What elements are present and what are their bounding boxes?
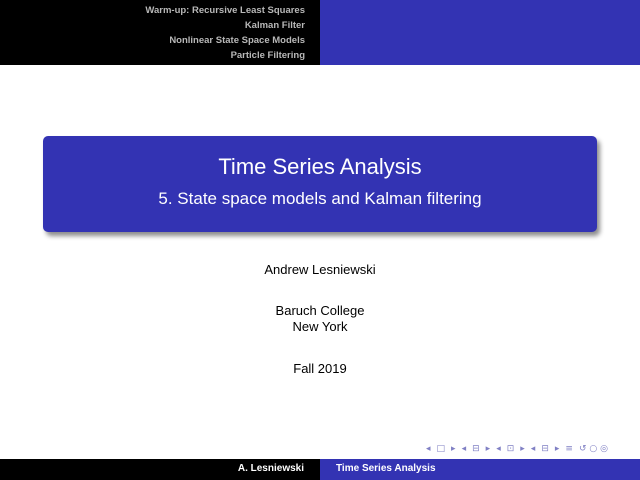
presentation-date: Fall 2019: [293, 361, 347, 376]
footline-bar: [0, 459, 640, 480]
nav-section-next-icon[interactable]: ▸: [520, 444, 525, 454]
nav-section-nonlinear[interactable]: Nonlinear State Space Models: [169, 35, 305, 46]
section-nav-panel: [0, 0, 320, 65]
nav-section-icon[interactable]: ⊡: [506, 444, 515, 454]
footer-title: Time Series Analysis: [336, 463, 436, 474]
nav-subsection-prev-icon[interactable]: ◂: [461, 444, 467, 454]
nav-frame-next-icon[interactable]: ▸: [451, 444, 456, 454]
beamer-nav-controls: [426, 443, 636, 455]
nav-section-kalman[interactable]: Kalman Filter: [244, 20, 305, 31]
nav-section-rls[interactable]: Warm-up: Recursive Least Squares: [145, 5, 305, 16]
title-block: [43, 136, 597, 232]
institution-line-2: New York: [292, 319, 348, 334]
nav-search-icon[interactable]: ↺ ○ ◎: [578, 444, 608, 454]
nav-frame-prev-icon[interactable]: □: [436, 444, 446, 454]
author-name: Andrew Lesniewski: [264, 262, 376, 277]
headline-bar: [0, 0, 640, 65]
institution-line-1: Baruch College: [275, 303, 365, 318]
footline-title-panel: [320, 459, 640, 480]
nav-subsection-icon[interactable]: ⊟: [472, 444, 480, 454]
footline-author-panel: [0, 459, 320, 480]
nav-section-particle[interactable]: Particle Filtering: [230, 50, 305, 61]
nav-equiv-icon[interactable]: ≡: [565, 444, 573, 454]
nav-doc-next-icon[interactable]: ▸: [554, 444, 560, 454]
nav-section-prev-icon[interactable]: ◂: [496, 444, 501, 454]
section-nav-list: [145, 3, 305, 63]
nav-subsection-next-icon[interactable]: ▸: [485, 444, 491, 454]
presentation-title: Time Series Analysis: [218, 154, 422, 179]
presentation-subtitle: 5. State space models and Kalman filtering: [158, 189, 482, 208]
footer-author: A. Lesniewski: [237, 463, 304, 474]
nav-first-icon[interactable]: ◂: [426, 444, 431, 454]
nav-doc-icon[interactable]: ⊟: [541, 444, 549, 454]
nav-doc-prev-icon[interactable]: ◂: [530, 444, 536, 454]
headline-accent-panel: [320, 0, 640, 65]
